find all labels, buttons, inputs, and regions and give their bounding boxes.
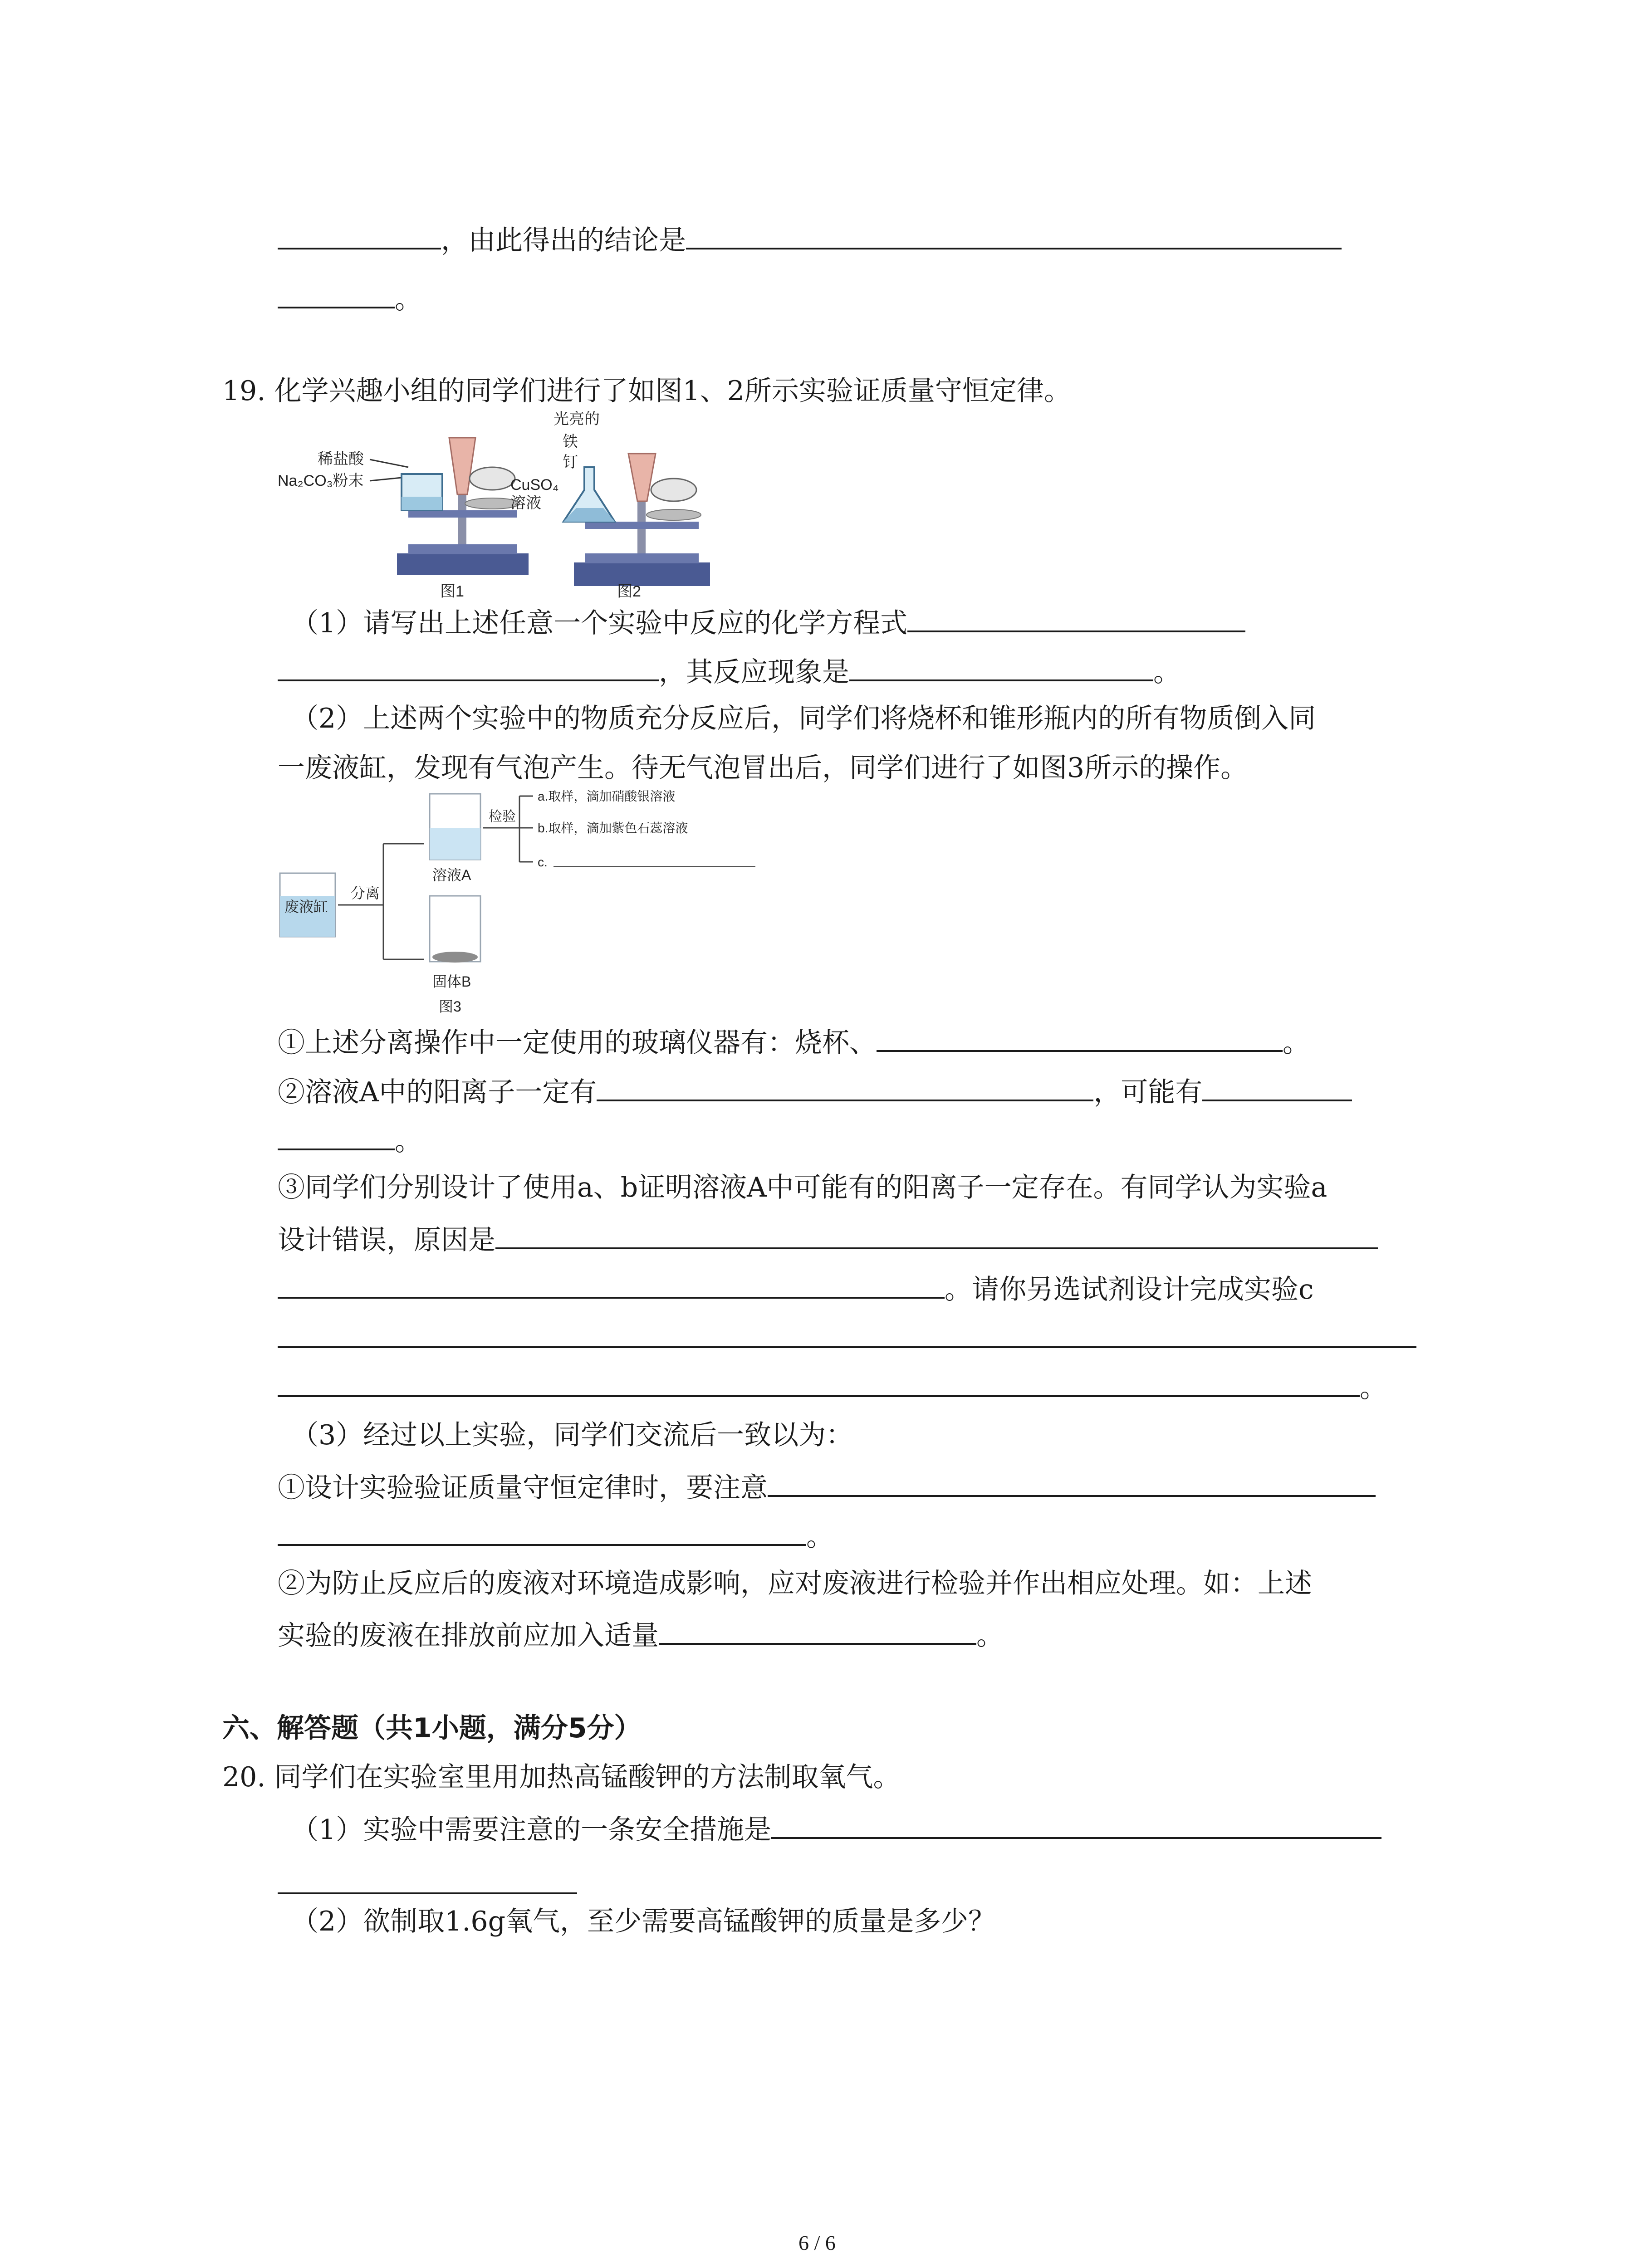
fig12-solution-label: 溶液 (510, 494, 541, 512)
answer-blank[interactable] (278, 651, 659, 681)
fig3-solution-a-label: 溶液A (432, 867, 471, 883)
answer-blank[interactable] (278, 1367, 1360, 1397)
answer-blank[interactable] (597, 1071, 1093, 1101)
q19-sub2-line2: 。 (278, 1120, 422, 1159)
fig3-option-b: b.取样，滴加紫色石蕊溶液 (538, 821, 688, 835)
answer-blank[interactable] (686, 220, 1342, 249)
q19-part1-line2: ，其反应现象是 。 (278, 651, 1181, 690)
q19-part3: （3）经过以上实验，同学们交流后一致以为： (291, 1419, 853, 1451)
fig3-option-c: c. (538, 855, 548, 869)
answer-blank[interactable] (659, 1615, 976, 1645)
q19-sub3-line1: ③同学们分别设计了使用a、b证明溶液A中可能有的阳离子一定存在。有同学认为实验a (278, 1172, 1327, 1203)
fig3-separate-label: 分离 (351, 885, 380, 901)
answer-blank[interactable] (1202, 1071, 1352, 1101)
top-line-2: 。 (278, 279, 422, 318)
fig3-solid-b-label: 固体B (432, 973, 471, 990)
fig12-acid-label: 稀盐酸 (318, 450, 364, 468)
section-6-heading: 六、解答题（共1小题，满分5分） (222, 1712, 642, 1744)
q20-stem: 20. 同学们在实验室里用加热高锰酸钾的方法制取氧气。 (222, 1761, 901, 1793)
q19-sub2-line1: ②溶液A中的阳离子一定有 ，可能有 (278, 1071, 1352, 1110)
fig12-nail-label-1: 光亮的 (554, 411, 600, 428)
q19-conclusion1-line1: ①设计实验验证质量守恒定律时，要注意 (278, 1467, 1376, 1506)
figure-3-separation-flowchart (274, 782, 774, 1018)
fig12-caption-1: 图1 (440, 583, 464, 600)
answer-line[interactable] (278, 1346, 1416, 1348)
answer-blank[interactable] (771, 1809, 1381, 1839)
fig12-nail-label-2: 铁 (563, 433, 578, 450)
answer-blank[interactable] (278, 279, 395, 308)
answer-blank[interactable] (877, 1022, 1283, 1052)
page-number: 6 / 6 (798, 2231, 836, 2254)
q19-stem: 19. 化学兴趣小组的同学们进行了如图1、2所示实验证质量守恒定律。 (222, 375, 1071, 407)
q20-part1: （1）实验中需要注意的一条安全措施是 (291, 1809, 1381, 1848)
fig3-caption: 图3 (439, 998, 461, 1015)
answer-blank[interactable] (278, 1269, 945, 1299)
q19-part2-line1: （2）上述两个实验中的物质充分反应后，同学们将烧杯和锥形瓶内的所有物质倒入同 (291, 703, 1316, 734)
q19-sub3-line3: 。请你另选试剂设计完成实验c (278, 1269, 1314, 1308)
answer-blank[interactable] (278, 1516, 806, 1546)
fig12-nail-label-3: 钉 (563, 454, 578, 471)
q19-sub1: ①上述分离操作中一定使用的玻璃仪器有：烧杯、 。 (278, 1022, 1310, 1061)
q19-conclusion2-line1: ②为防止反应后的废液对环境造成影响，应对废液进行检验并作出相应处理。如：上述 (278, 1568, 1312, 1599)
q20-part2: （2）欲制取1.6g氧气，至少需要高锰酸钾的质量是多少？ (291, 1906, 996, 1937)
q19-sub3-line2: 设计错误，原因是 (278, 1219, 1378, 1258)
answer-line[interactable] (278, 1892, 577, 1894)
answer-blank[interactable] (768, 1467, 1376, 1497)
fig12-powder-label: Na₂CO₃粉末 (278, 472, 364, 489)
fig3-option-a: a.取样，滴加硝酸银溶液 (538, 789, 676, 803)
q19-part1-line1: （1）请写出上述任意一个实验中反应的化学方程式 (291, 602, 1245, 641)
fig3-waste-label: 废液缸 (284, 899, 328, 915)
top-line-1: ，由此得出的结论是 (278, 220, 1342, 259)
q19-conclusion1-line2: 。 (278, 1516, 833, 1555)
fig12-cuso4-label: CuSO₄ (510, 476, 559, 494)
q19-sub3-line5: 。 (278, 1367, 1387, 1406)
q19-part2-line2: 一废液缸，发现有气泡产生。待无气泡冒出后，同学们进行了如图3所示的操作。 (278, 752, 1248, 784)
fig3-check-label: 检验 (489, 809, 516, 824)
figure-1-2-balance-apparatus (272, 406, 726, 601)
answer-blank[interactable] (907, 602, 1245, 632)
q19-conclusion2-line2: 实验的废液在排放前应加入适量 。 (278, 1615, 1004, 1654)
answer-blank[interactable] (278, 220, 441, 249)
answer-blank[interactable] (849, 651, 1153, 681)
answer-blank[interactable] (495, 1219, 1378, 1249)
fig12-caption-2: 图2 (617, 583, 641, 600)
answer-blank[interactable] (278, 1120, 395, 1150)
